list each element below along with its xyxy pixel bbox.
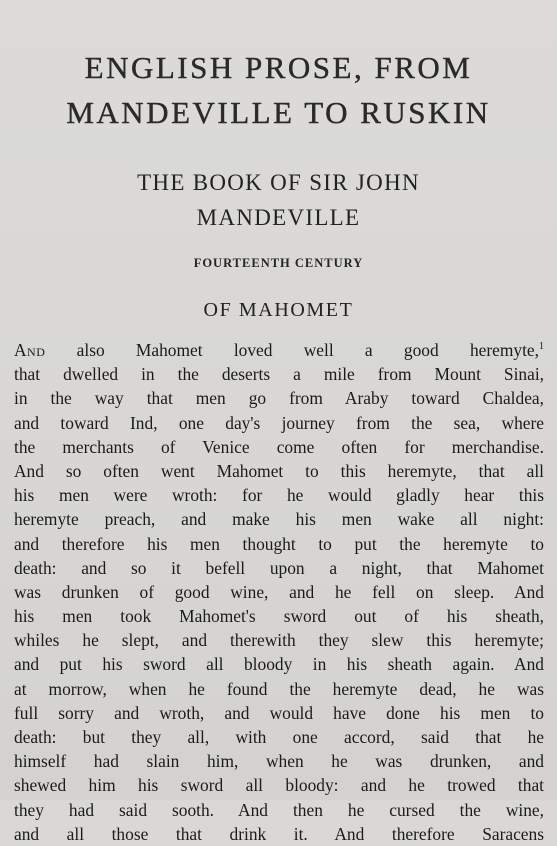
chapter-title: OF MAHOMET: [203, 299, 354, 321]
passage-line: And so often went Mahomet to this heremyte, that all: [14, 460, 544, 481]
passage-line: and put his sword all bloody in his sheath again. And: [14, 654, 544, 675]
passage-line: his men were wroth: for he would gladly hear this: [14, 485, 544, 506]
passage-line: and toward Ind, one day's journey from the sea, where: [14, 412, 544, 433]
passage-line: was drunken of good wine, and he fell on sleep. And: [14, 581, 544, 602]
passage-line: death: but they all, with one accord, said that he: [14, 727, 544, 747]
passage-line: and all those that drink it. And therefore Saracens: [14, 823, 544, 844]
passage-line: shewed him his sword all bloody: and he trowed that: [14, 775, 544, 796]
passage-line: they had said sooth. And then he cursed the wine,: [14, 799, 544, 820]
passage-line: and therefore his men thought to put the heremyte to: [14, 533, 544, 554]
passage-line: that dwelled in the deserts a mile from Mount Sinai,: [14, 364, 544, 385]
passage-first-line-rest: also Mahomet loved well a good heremyte,: [45, 340, 539, 360]
passage-line: himself had slain him, when he was drunken, and: [14, 751, 544, 772]
section-title-line-1: THE BOOK OF SIR JOHN: [137, 170, 420, 195]
passage-line-first: [14, 338, 544, 362]
passage-line: heremyte preach, and make his men wake all night:: [14, 509, 544, 530]
book-title-line-1: ENGLISH PROSE, FROM: [84, 50, 473, 85]
passage-body: [14, 338, 544, 846]
passage-line: his men took Mahomet's sword out of his sheath,: [14, 606, 544, 627]
book-title-line-2: MANDEVILLE TO RUSKIN: [66, 95, 491, 130]
passage-line: at morrow, when he found the heremyte dead, he was: [14, 678, 544, 699]
section-title-line-2: MANDEVILLE: [196, 205, 361, 230]
passage-first-word: And: [14, 340, 46, 360]
passage-line: in the way that men go from Araby toward Chaldea,: [14, 388, 544, 409]
passage-line: death: and so it befell upon a night, that Mahomet: [14, 557, 544, 578]
footnote-marker: 1: [539, 341, 544, 352]
passage-line: the merchants of Venice come often for merchandise.: [14, 436, 544, 457]
passage-line: full sorry and wroth, and would have done his men to: [14, 702, 544, 723]
passage-line: whiles he slept, and therewith they slew this heremyte;: [14, 630, 544, 651]
century-subtitle: FOURTEENTH CENTURY: [193, 256, 364, 270]
